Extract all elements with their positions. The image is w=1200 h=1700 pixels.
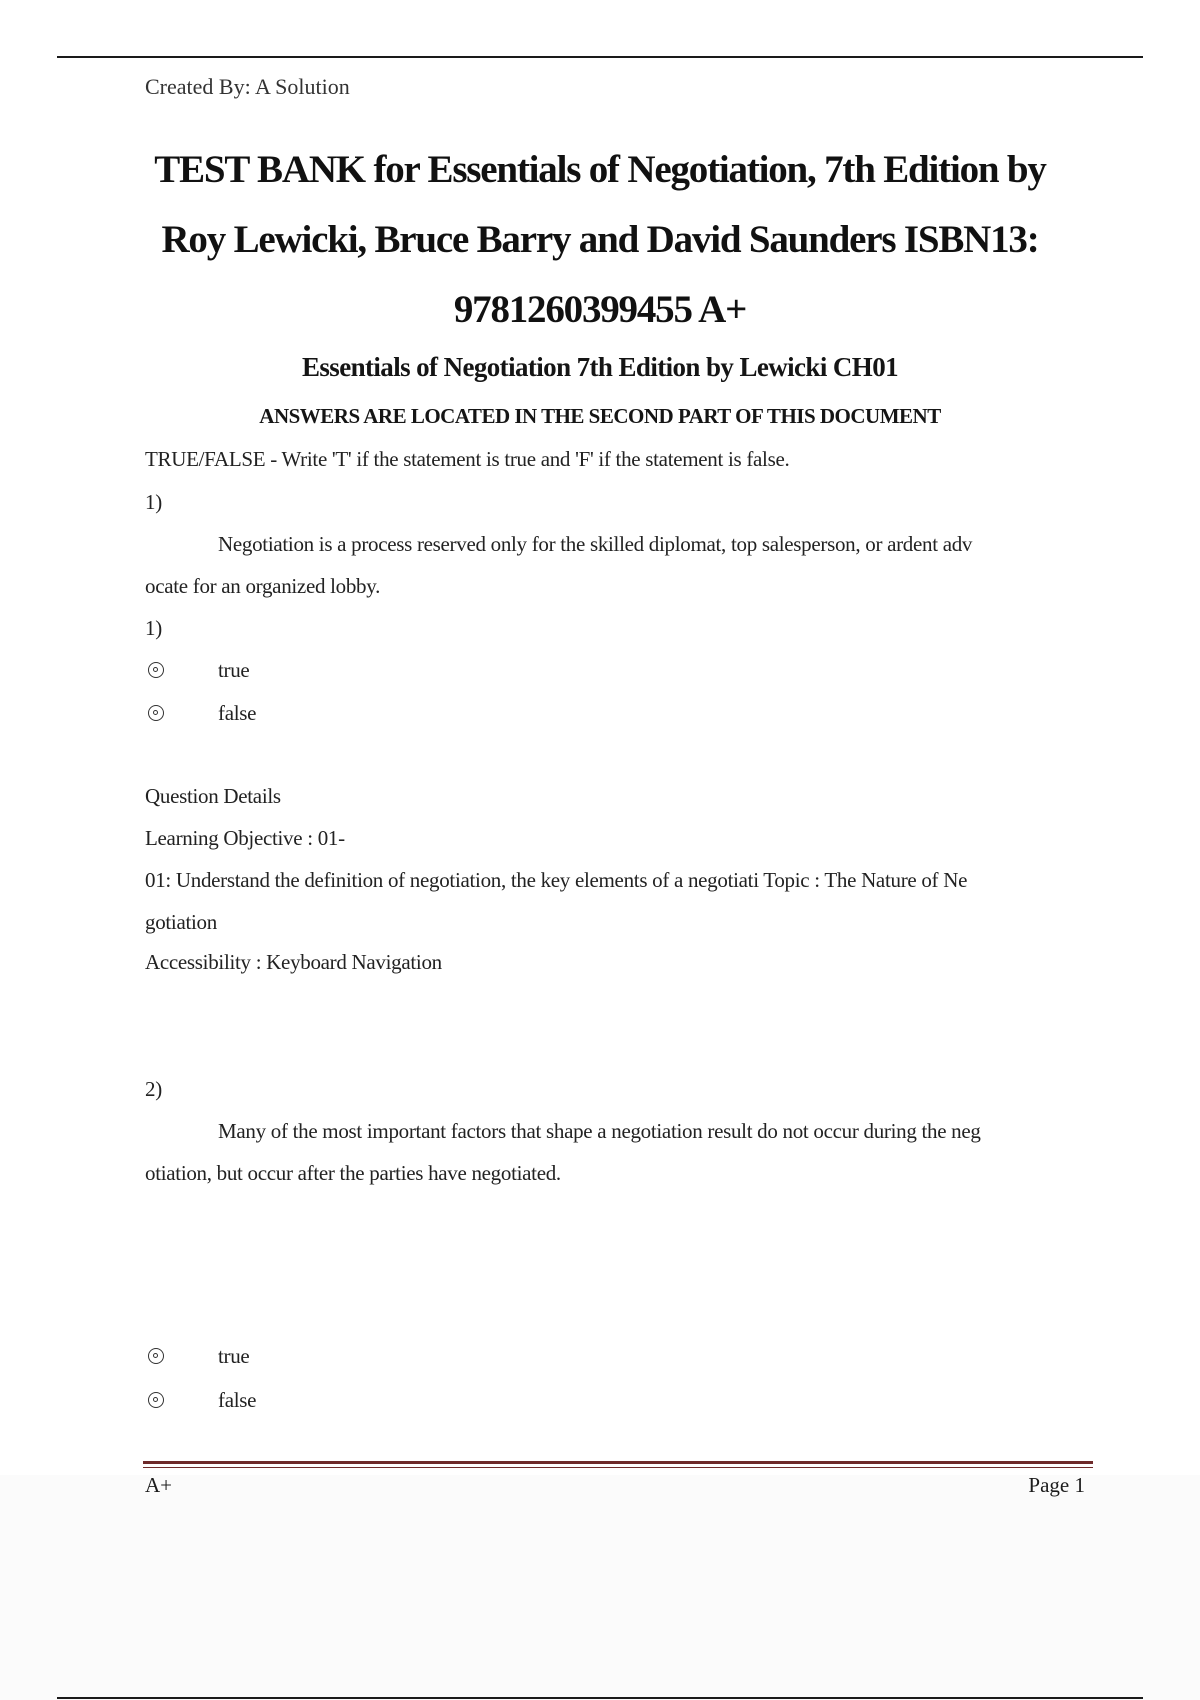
question-1-text-line-2: ocate for an organized lobby. — [145, 574, 381, 598]
question-2-false-radio[interactable] — [148, 1392, 164, 1408]
question-1-text-line-1: Negotiation is a process reserved only for the skilled diplomat, top salesperson, or ardent adv — [218, 532, 973, 556]
question-1-false-label: false — [218, 701, 257, 725]
question-2-true-label: true — [218, 1344, 250, 1368]
question-2-false-label: false — [218, 1388, 257, 1412]
question-1-answer-number: 1) — [145, 616, 162, 640]
chapter-subtitle: Essentials of Negotiation 7th Edition by Lewicki CH01 — [301, 352, 898, 382]
title-line-1: TEST BANK for Essentials of Negotiation, 7th Edition by — [154, 148, 1046, 191]
title-line-2: Roy Lewicki, Bruce Barry and David Saunders ISBN13: — [161, 218, 1039, 261]
question-2-text-line-2: otiation, but occur after the parties have negotiated. — [145, 1161, 561, 1185]
question-1-true-radio[interactable] — [148, 662, 164, 678]
question-2-number: 2) — [145, 1077, 162, 1101]
question-details-heading: Question Details — [145, 784, 281, 808]
learning-objective-label: Learning Objective : 01- — [145, 826, 345, 850]
footer-rule-thin — [143, 1467, 1093, 1468]
objective-text-line-2: gotiation — [145, 910, 217, 934]
question-1-false-radio[interactable] — [148, 705, 164, 721]
footer-left-label: A+ — [145, 1473, 173, 1497]
created-by-label: Created By: A Solution — [145, 74, 350, 99]
question-2-text-line-1: Many of the most important factors that shape a negotiation result do not occur during the neg — [218, 1119, 981, 1143]
question-2-true-radio[interactable] — [148, 1348, 164, 1364]
footer-rule-thick — [143, 1461, 1093, 1464]
document-title — [120, 135, 1080, 345]
page-bottom-area — [0, 1475, 1200, 1700]
accessibility-label: Accessibility : Keyboard Navigation — [145, 950, 442, 974]
bottom-rule — [57, 1697, 1143, 1699]
page-number: Page 1 — [1028, 1473, 1085, 1497]
instructions-text: TRUE/FALSE - Write 'T' if the statement is true and 'F' if the statement is false. — [145, 447, 790, 471]
title-line-3: 9781260399455 A+ — [453, 288, 747, 331]
objective-text-line-1: 01: Understand the definition of negotiation, the key elements of a negotiati Topic : The Nature of Ne — [145, 868, 968, 892]
question-1-number: 1) — [145, 490, 162, 514]
question-1-true-label: true — [218, 658, 250, 682]
answers-note: ANSWERS ARE LOCATED IN THE SECOND PART OF THIS DOCUMENT — [259, 404, 941, 428]
header-rule — [57, 56, 1143, 58]
